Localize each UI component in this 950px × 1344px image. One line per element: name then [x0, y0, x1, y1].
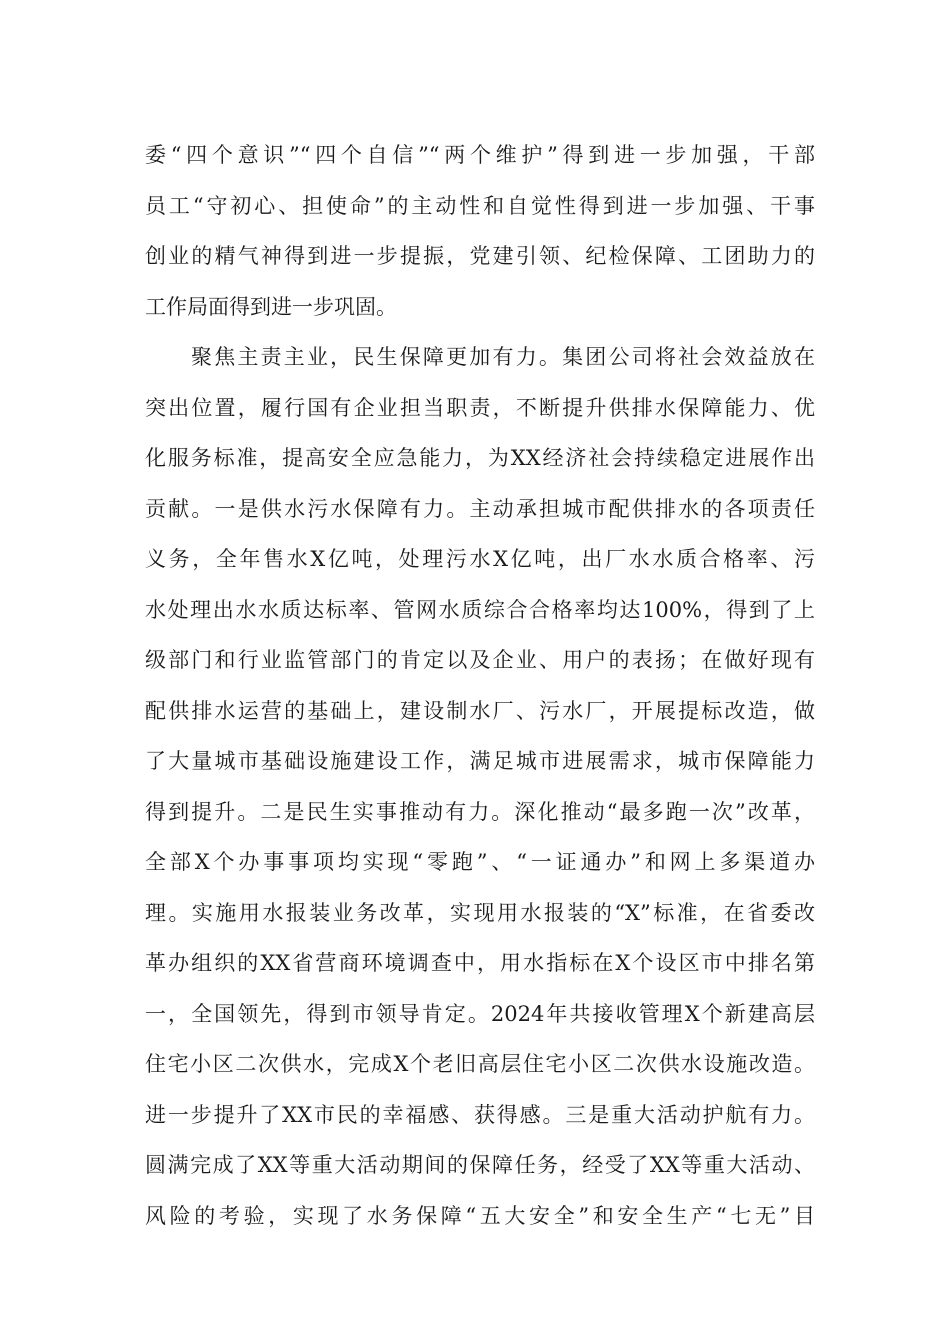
body-text [145, 130, 815, 1241]
paragraph-1 [145, 130, 815, 332]
text-line: 创业的精气神得到进一步提振，党建引领、纪检保障、工团助力的 [145, 244, 815, 268]
text-line: 圆满完成了XX等重大活动期间的保障任务，经受了XX等重大活动、 [145, 1153, 815, 1177]
text-line: 风险的考验，实现了水务保障“五大安全”和安全生产“七无”目 [145, 1203, 815, 1228]
text-line: 聚焦主责主业，民生保障更加有力。集团公司将社会效益放在 [191, 345, 815, 369]
text-line: 了大量城市基础设施建设工作，满足城市进展需求，城市保障能力 [145, 749, 815, 773]
text-line: 配供排水运营的基础上，建设制水厂、污水厂，开展提标改造，做 [145, 698, 815, 723]
text-line: 住宅小区二次供水，完成X个老旧高层住宅小区二次供水设施改造。 [145, 1052, 815, 1076]
text-line: 全部X个办事事项均实现“零跑”、“一证通办”和网上多渠道办 [145, 850, 815, 874]
text-line: 贡献。一是供水污水保障有力。主动承担城市配供排水的各项责任 [145, 496, 815, 521]
text-line: 委“四个意识”“四个自信”“两个维护”得到进一步加强，干部 [145, 143, 815, 167]
text-line: 理。实施用水报装业务改革，实现用水报装的“X”标准，在省委改 [145, 900, 815, 925]
text-line: 级部门和行业监管部门的肯定以及企业、用户的表扬；在做好现有 [145, 648, 815, 672]
text-line: 员工“守初心、担使命”的主动性和自觉性得到进一步加强、干事 [145, 193, 815, 218]
text-line: 得到提升。二是民生实事推动有力。深化推动“最多跑一次”改革， [145, 799, 815, 824]
text-line: 水处理出水水质达标率、管网水质综合合格率均达100%，得到了上 [145, 597, 815, 622]
paragraph-2 [145, 332, 815, 1241]
text-line: 一，全国领先，得到市领导肯定。2024年共接收管理X个新建高层 [145, 1001, 815, 1026]
text-line: 进一步提升了XX市民的幸福感、获得感。三是重大活动护航有力。 [145, 1102, 815, 1127]
text-line: 突出位置，履行国有企业担当职责，不断提升供排水保障能力、优 [145, 395, 815, 420]
text-line: 工作局面得到进一步巩固。 [145, 294, 397, 319]
text-line: 化服务标准，提高安全应急能力，为XX经济社会持续稳定进展作出 [145, 446, 815, 470]
text-line: 义务，全年售水X亿吨，处理污水X亿吨，出厂水水质合格率、污 [145, 547, 815, 571]
text-line: 革办组织的XX省营商环境调查中，用水指标在X个设区市中排名第 [145, 951, 815, 975]
